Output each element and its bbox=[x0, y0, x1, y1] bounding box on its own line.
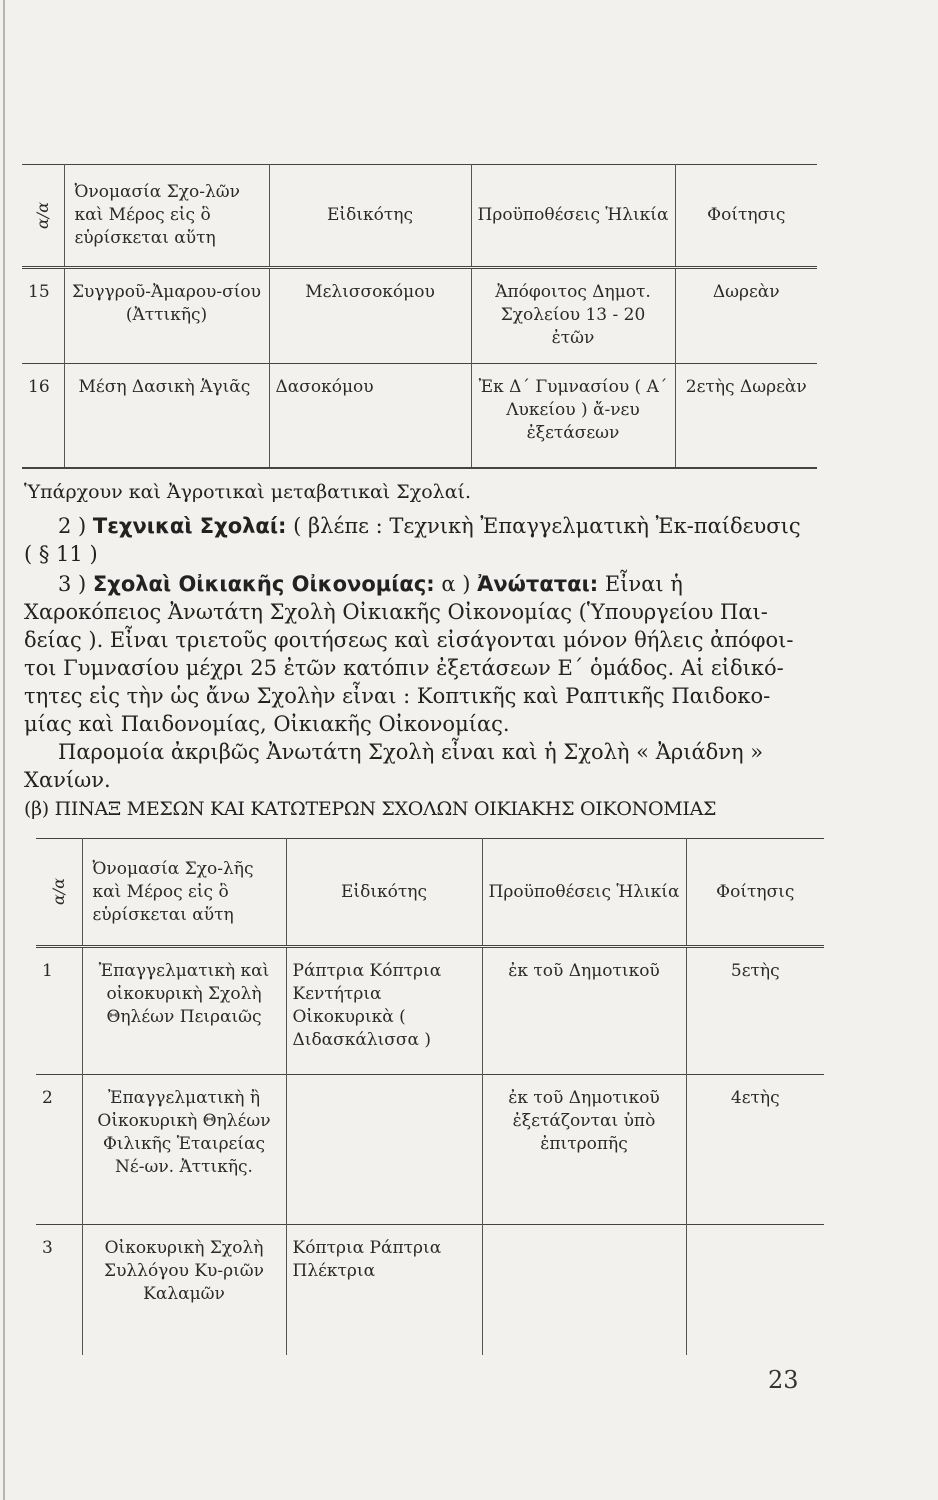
cell-aa: 15 bbox=[28, 282, 50, 302]
p3-sub: α ) bbox=[441, 572, 471, 596]
cell-attendance: Δωρεὰν bbox=[675, 268, 817, 364]
cell-prereq: ἐκ τοῦ Δημοτικοῦ bbox=[482, 947, 686, 1075]
cell-aa: 16 bbox=[28, 377, 50, 397]
p2-text: ( βλέπε : Τεχνικὴ Ἐπαγγελματικὴ Ἐκ-παίδευσις ( § 11 ) bbox=[24, 514, 801, 566]
cell-name: Ἐπαγγελματικὴ ἢ Οἰκοκυρικὴ Θηλέων Φιλικῆς Ἑταιρείας Νέ-ων. Ἀττικῆς. bbox=[82, 1075, 286, 1225]
p3-number: 3 ) bbox=[58, 572, 87, 596]
p3-text: Εἶναι ἡ Χαροκόπειος Ἀνωτάτη Σχολὴ Οἰκιακῆς Οἰκονομίας (Ὑπουργείου Παι-δείας ). Εἶναι τριετοῦς φοιτήσεως καὶ εἰσάγονται μόνον θήλεις ἀπόφοι-τοι Γυμνασίου μέχρι 25 ἐτῶν κατόπιν ἐξετάσεων Ε΄ ὁμάδος. Αἱ εἰδικό-τητες εἰς τὴν ὡς ἄνω Σχολὴν εἶναι : Κοπτικῆς καὶ Ραπτικῆς Παιδοκο-μίας καὶ Παιδονομίας, Οἰκιακῆς Οἰκονομίας. bbox=[24, 572, 794, 736]
p3-heading: Σχολαὶ Οἰκιακῆς Οἰκονομίας: bbox=[92, 572, 435, 596]
cell-aa: 1 bbox=[42, 961, 53, 981]
table-row bbox=[36, 1075, 824, 1225]
cell-prereq bbox=[482, 1225, 686, 1355]
cell-aa: 2 bbox=[42, 1088, 53, 1108]
header-name: Ὀνομασία Σχο-λῆς καὶ Μέρος εἰς ὃ εὑρίσκεται αὕτη bbox=[82, 839, 286, 947]
header-aa: α/α bbox=[49, 878, 69, 905]
schools-table-continued bbox=[22, 164, 817, 469]
cell-aa: 3 bbox=[42, 1238, 53, 1258]
table-row bbox=[36, 1225, 824, 1355]
header-prereq: Προϋποθέσεις Ἡλικία bbox=[471, 165, 675, 268]
cell-name: Συγγροῦ-Ἀμαρου-σίου (Ἀττικῆς) bbox=[64, 268, 269, 364]
cell-attendance: 2ετὴς Δωρεὰν bbox=[675, 364, 817, 468]
cell-prereq: ἐκ τοῦ Δημοτικοῦ ἐξετάζονται ὑπὸ ἐπιτροπῆς bbox=[482, 1075, 686, 1225]
p2-number: 2 ) bbox=[58, 514, 87, 538]
cell-attendance: 5ετὴς bbox=[686, 947, 824, 1075]
cell-specialty: Ράπτρια Κόπτρια Κεντήτρια Οἰκοκυρικὰ ( Διδασκάλισσα ) bbox=[286, 947, 482, 1075]
schools-table-home-economics bbox=[36, 838, 824, 1355]
cell-name: Οἰκοκυρικὴ Σχολὴ Συλλόγου Κυ-ριῶν Καλαμῶν bbox=[82, 1225, 286, 1355]
cell-attendance: 4ετὴς bbox=[686, 1075, 824, 1225]
cell-specialty bbox=[286, 1075, 482, 1225]
header-specialty: Εἰδικότης bbox=[286, 839, 482, 947]
paragraph-ariadne: Παρομοία ἀκριβῶς Ἀνωτάτη Σχολὴ εἶναι καὶ ἡ Σχολὴ « Ἀριάδνη » Χανίων. bbox=[24, 740, 764, 792]
header-attendance: Φοίτησις bbox=[686, 839, 824, 947]
header-name: Ὀνομασία Σχο-λῶν καὶ Μέρος εἰς ὃ εὑρίσκεται αὕτη bbox=[64, 165, 269, 268]
p3-subheading: Ἀνώταται: bbox=[477, 572, 599, 596]
cell-prereq: Ἀπόφοιτος Δημοτ. Σχολείου 13 - 20 ἐτῶν bbox=[471, 268, 675, 364]
header-specialty: Εἰδικότης bbox=[269, 165, 471, 268]
paragraph-home-economics bbox=[24, 570, 814, 738]
p2-heading: Τεχνικαὶ Σχολαί: bbox=[92, 514, 287, 538]
cell-specialty: Μελισσοκόμου bbox=[269, 268, 471, 364]
cell-attendance bbox=[686, 1225, 824, 1355]
table-header-row bbox=[36, 839, 824, 947]
table-row bbox=[36, 947, 824, 1075]
cell-prereq: Ἐκ Δ΄ Γυμνασίου ( Α΄ Λυκείου ) ἄ-νευ ἐξετάσεων bbox=[471, 364, 675, 468]
cell-specialty: Κόπτρια Ράπτρια Πλέκτρια bbox=[286, 1225, 482, 1355]
cell-name: Ἐπαγγελματικὴ καὶ οἰκοκυρικὴ Σχολὴ Θηλέων Πειραιῶς bbox=[82, 947, 286, 1075]
page-edge-line bbox=[3, 0, 5, 1500]
table-row bbox=[22, 268, 817, 364]
header-aa: α/α bbox=[33, 201, 53, 229]
header-attendance: Φοίτησις bbox=[675, 165, 817, 268]
table-header-row bbox=[22, 165, 817, 268]
table-row bbox=[22, 364, 817, 468]
note-agricultural: Ὑπάρχουν καὶ Ἀγροτικαὶ μεταβατικαὶ Σχολαί. bbox=[24, 481, 472, 503]
cell-specialty: Δασοκόμου bbox=[269, 364, 471, 468]
table2-heading: (β) ΠΙΝΑΞ ΜΕΣΩΝ ΚΑΙ ΚΑΤΩΤΕΡΩΝ ΣΧΟΛΩΝ ΟΙΚΙΑΚΗΣ ΟΙΚΟΝΟΜΙΑΣ bbox=[24, 798, 717, 820]
page-number: 23 bbox=[768, 1366, 799, 1394]
header-prereq: Προϋποθέσεις Ἡλικία bbox=[482, 839, 686, 947]
paragraph-technical-schools bbox=[24, 512, 814, 568]
cell-name: Μέση Δασικὴ Ἁγιᾶς bbox=[64, 364, 269, 468]
